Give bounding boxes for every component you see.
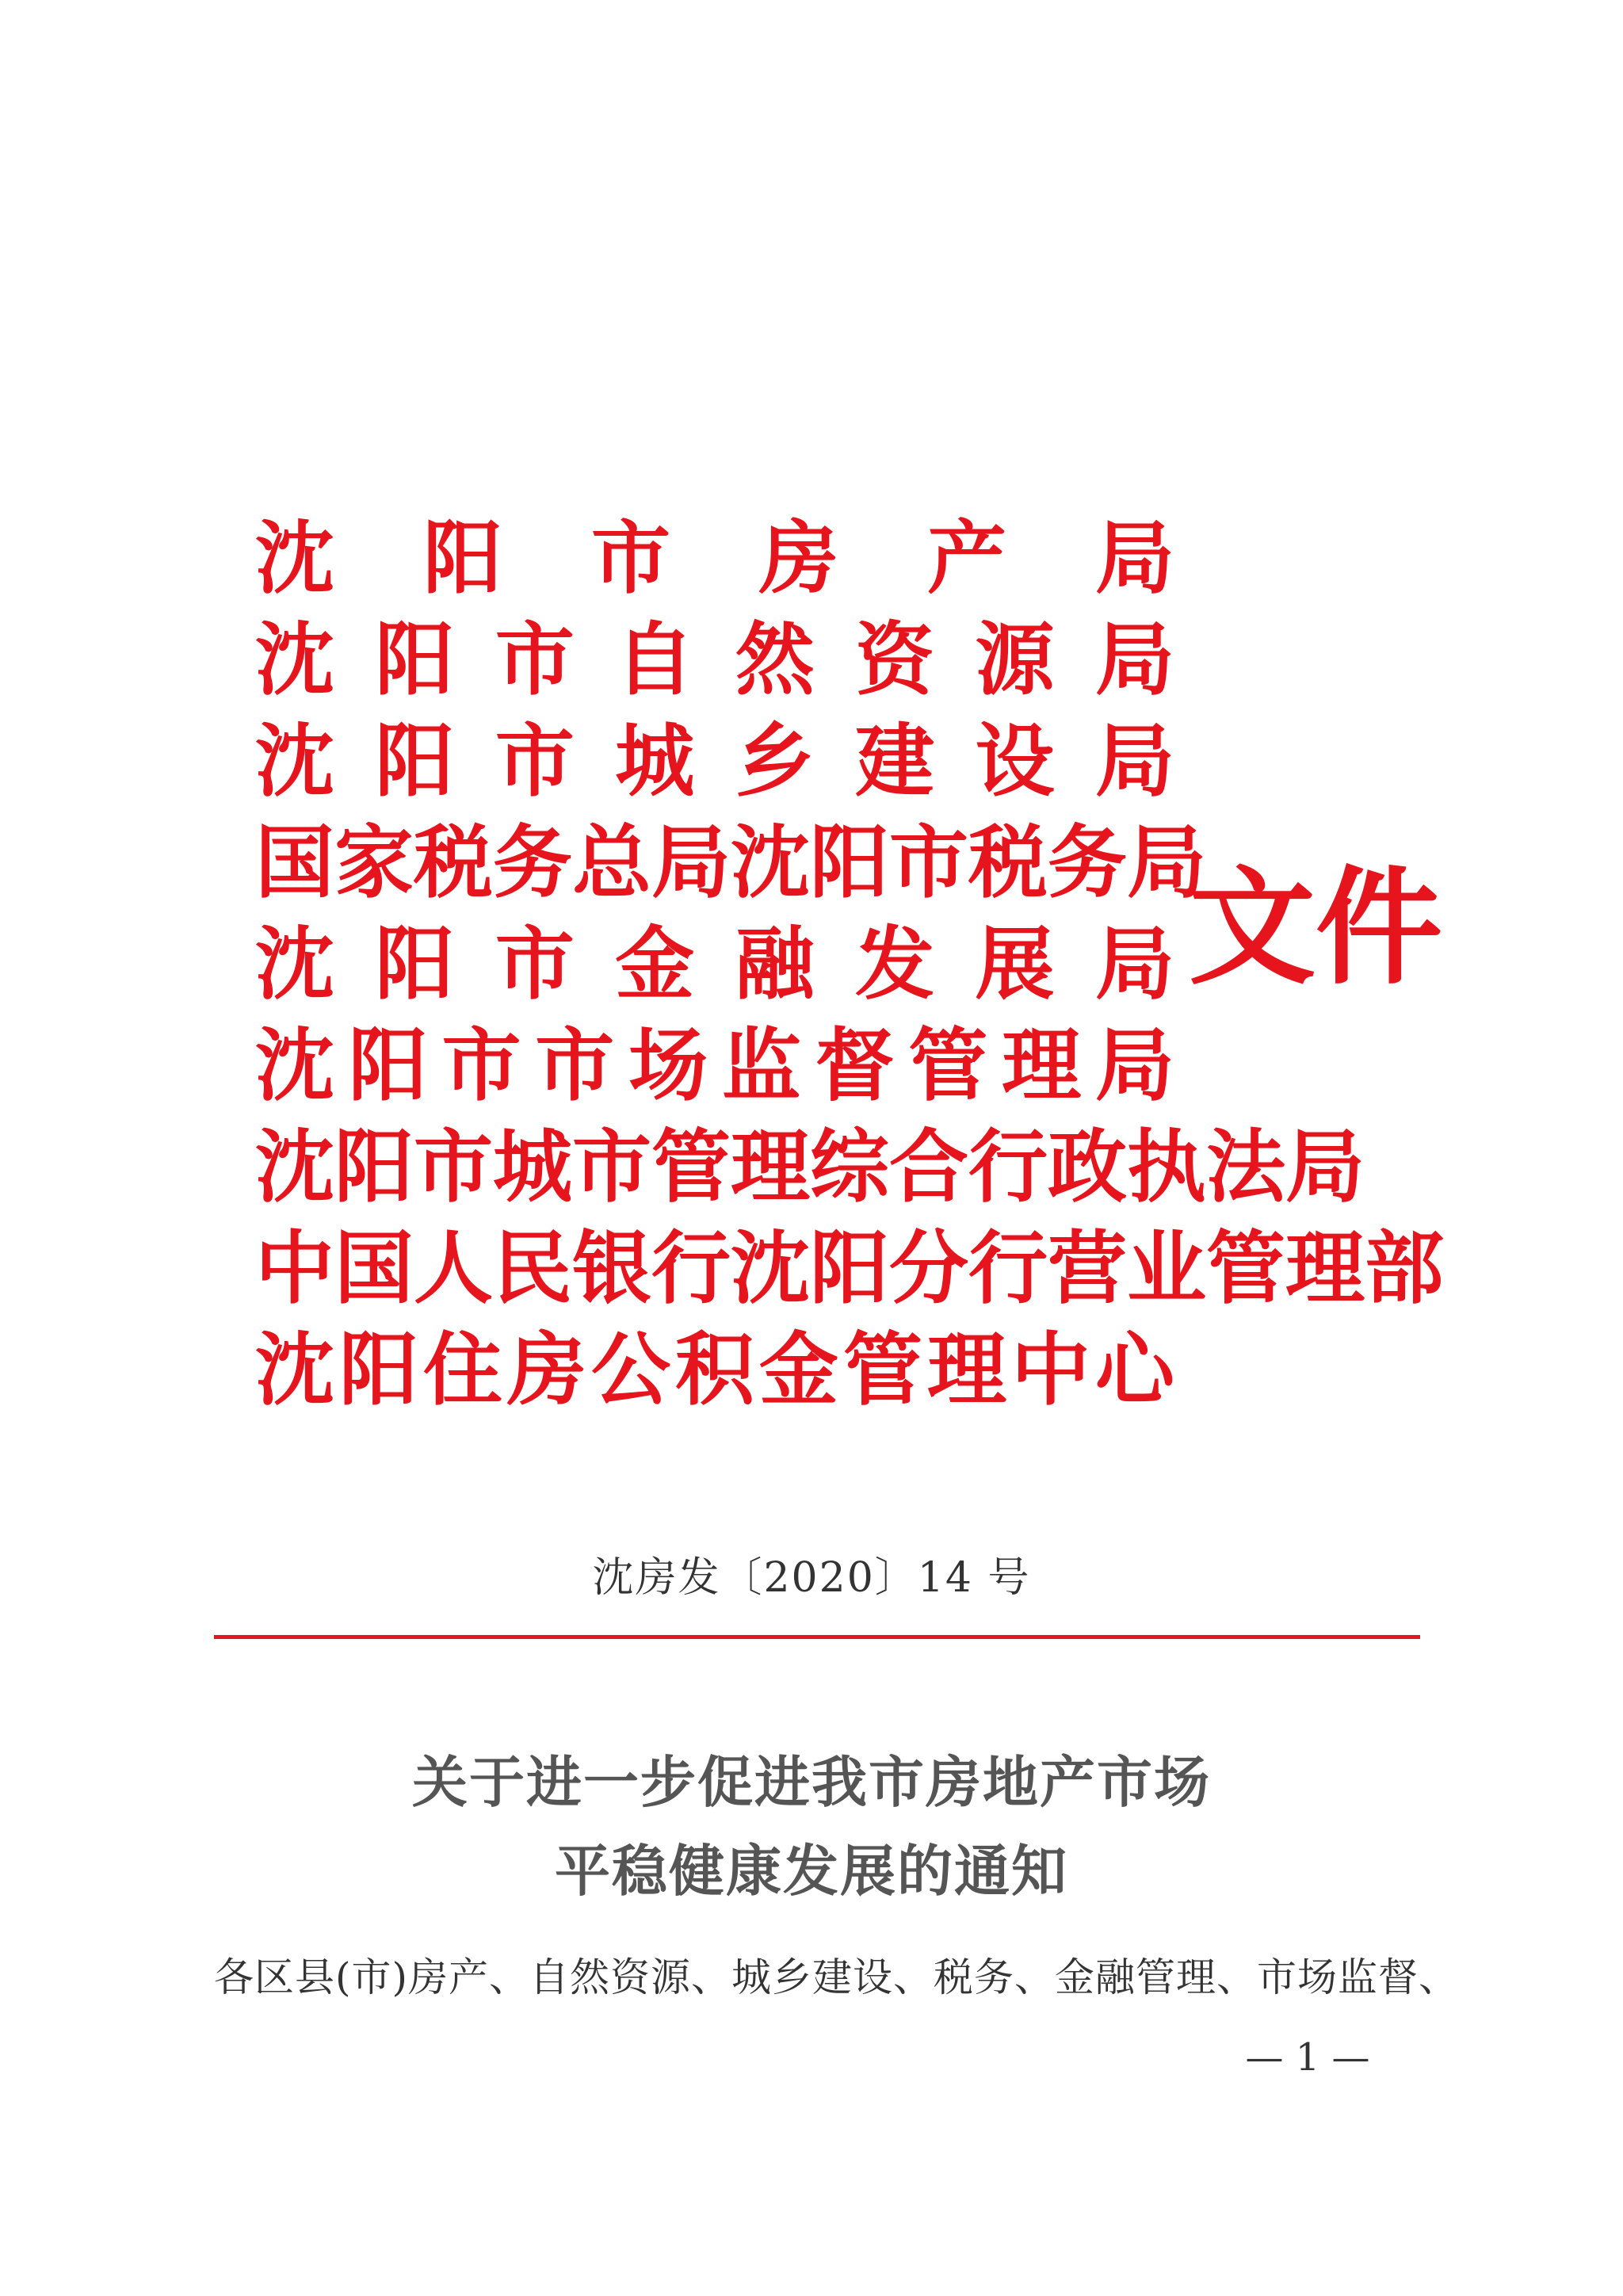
issuer-char: 沈 [255,917,334,1010]
issuer-char: 局 [1094,613,1174,706]
issuer-char: 阳 [810,816,889,909]
issuer-char: 城 [615,714,695,808]
document-number: 沈房发〔2020〕14 号 [592,1554,1031,1602]
issuer-char: 房 [507,1323,586,1416]
issuer-char: 资 [855,613,935,706]
issuer-char: 营 [1048,1221,1127,1315]
issuer-char: 市 [495,714,575,808]
issuer-char: 市 [889,816,968,909]
issuer-char: 场 [628,1018,708,1112]
issuer-char: 市 [495,917,575,1010]
issuer-char: 沈 [731,1221,810,1315]
issuer-char: 沈 [255,511,334,605]
issuer-char: 金 [615,917,695,1010]
issuer-char: 税 [968,816,1048,909]
issuer-char: 自 [615,613,695,706]
issuer-char: 沈 [255,1018,334,1112]
page-number: — 1 — [1245,2035,1370,2080]
issuer-row [255,710,1174,812]
issuer-char: 局 [1094,917,1174,1010]
issuer-row [255,1217,1444,1319]
issuer-char: 局 [1095,511,1174,605]
issuer-char: 城 [493,1120,572,1213]
issuer-char: 公 [591,1323,670,1416]
issuer-char: 业 [1127,1221,1206,1315]
issuer-row [255,1014,1174,1116]
issuer-char: 理 [1002,1018,1082,1112]
issuer-char: 局 [1127,816,1206,909]
issuer-char: 行 [968,1120,1048,1213]
issuer-char: 阳 [339,1323,418,1416]
issuer-row [255,609,1174,710]
document-title-line-2: 平稳健康发展的通知 [555,1838,1068,1904]
issuer-char: 中 [255,1221,334,1315]
addressee-line: 各区县(市)房产、自然资源、城乡建设、税务、金融管理、市场监督、 [214,1954,1460,2000]
issuer-char: 人 [414,1221,493,1315]
issuer-char: 执 [1127,1120,1206,1213]
issuer-char: 沈 [255,714,334,808]
issuer-char: 管 [908,1018,988,1112]
issuer-char: 设 [975,714,1055,808]
issuer-char: 市 [535,1018,615,1112]
issuer-char: 综 [810,1120,889,1213]
issuer-char: 管 [843,1323,922,1416]
issuer-char: 阳 [810,1221,889,1315]
issuer-char: 政 [1048,1120,1127,1213]
issuer-char: 阳 [423,511,502,605]
issuer-char: 督 [815,1018,895,1112]
issuer-row [255,1319,1174,1420]
issuer-char: 市 [414,1120,493,1213]
issuer-char: 市 [495,613,575,706]
document-title-line-1: 关于进一步促进我市房地产市场 [412,1749,1211,1815]
issuer-char: 局 [1094,714,1174,808]
issuer-char: 市 [591,511,670,605]
issuer-char: 市 [441,1018,521,1112]
issuer-char: 理 [731,1120,810,1213]
issuer-char: 行 [968,1221,1048,1315]
issuer-char: 阳 [375,917,455,1010]
issuer-char: 管 [1206,1221,1285,1315]
issuer-char: 沈 [255,613,334,706]
issuer-char: 行 [651,1221,731,1315]
issuer-char: 务 [493,816,572,909]
issuer-char: 监 [721,1018,801,1112]
issuer-char: 房 [759,511,838,605]
issuer-row [255,913,1174,1014]
issuer-char: 心 [1095,1323,1174,1416]
issuer-char: 部 [1365,1221,1444,1315]
issuer-char: 市 [572,1120,651,1213]
issuer-char: 管 [651,1120,731,1213]
issuer-char: 税 [414,816,493,909]
document-type-label: 文件 [1189,853,1443,1002]
issuer-char: 法 [1206,1120,1285,1213]
issuer-char: 产 [927,511,1006,605]
issuer-char: 国 [255,816,334,909]
issuer-char: 积 [675,1323,754,1416]
issuer-char: 银 [572,1221,651,1315]
issuer-char: 源 [975,613,1055,706]
issuer-char: 国 [334,1221,414,1315]
issuer-row [255,1116,1365,1217]
issuer-char: 家 [334,816,414,909]
issuer-row [255,507,1174,609]
issuer-char: 理 [927,1323,1006,1416]
issuer-char: 阳 [375,714,455,808]
issuer-char: 合 [889,1120,968,1213]
issuer-row [255,812,1206,913]
issuer-char: 展 [975,917,1055,1010]
issuer-char: 沈 [255,1120,334,1213]
issuer-char: 分 [889,1221,968,1315]
issuer-char: 中 [1011,1323,1090,1416]
issuer-char: 沈 [731,816,810,909]
issuer-char: 阳 [334,1120,414,1213]
issuer-char: 总 [572,816,651,909]
issuer-char: 阳 [348,1018,428,1112]
issuer-char: 乡 [735,714,815,808]
issuer-char: 融 [735,917,815,1010]
issuer-char: 理 [1285,1221,1365,1315]
issuer-char: 住 [423,1323,502,1416]
issuer-char: 局 [1285,1120,1365,1213]
issuer-char: 局 [651,816,731,909]
issuer-char: 建 [855,714,935,808]
red-separator-line [214,1635,1420,1639]
issuer-char: 民 [493,1221,572,1315]
issuer-char: 然 [735,613,815,706]
issuer-char: 阳 [375,613,455,706]
issuer-char: 发 [855,917,935,1010]
issuer-char: 务 [1048,816,1127,909]
issuer-char: 金 [759,1323,838,1416]
issuer-char: 局 [1094,1018,1174,1112]
issuer-char: 沈 [255,1323,334,1416]
